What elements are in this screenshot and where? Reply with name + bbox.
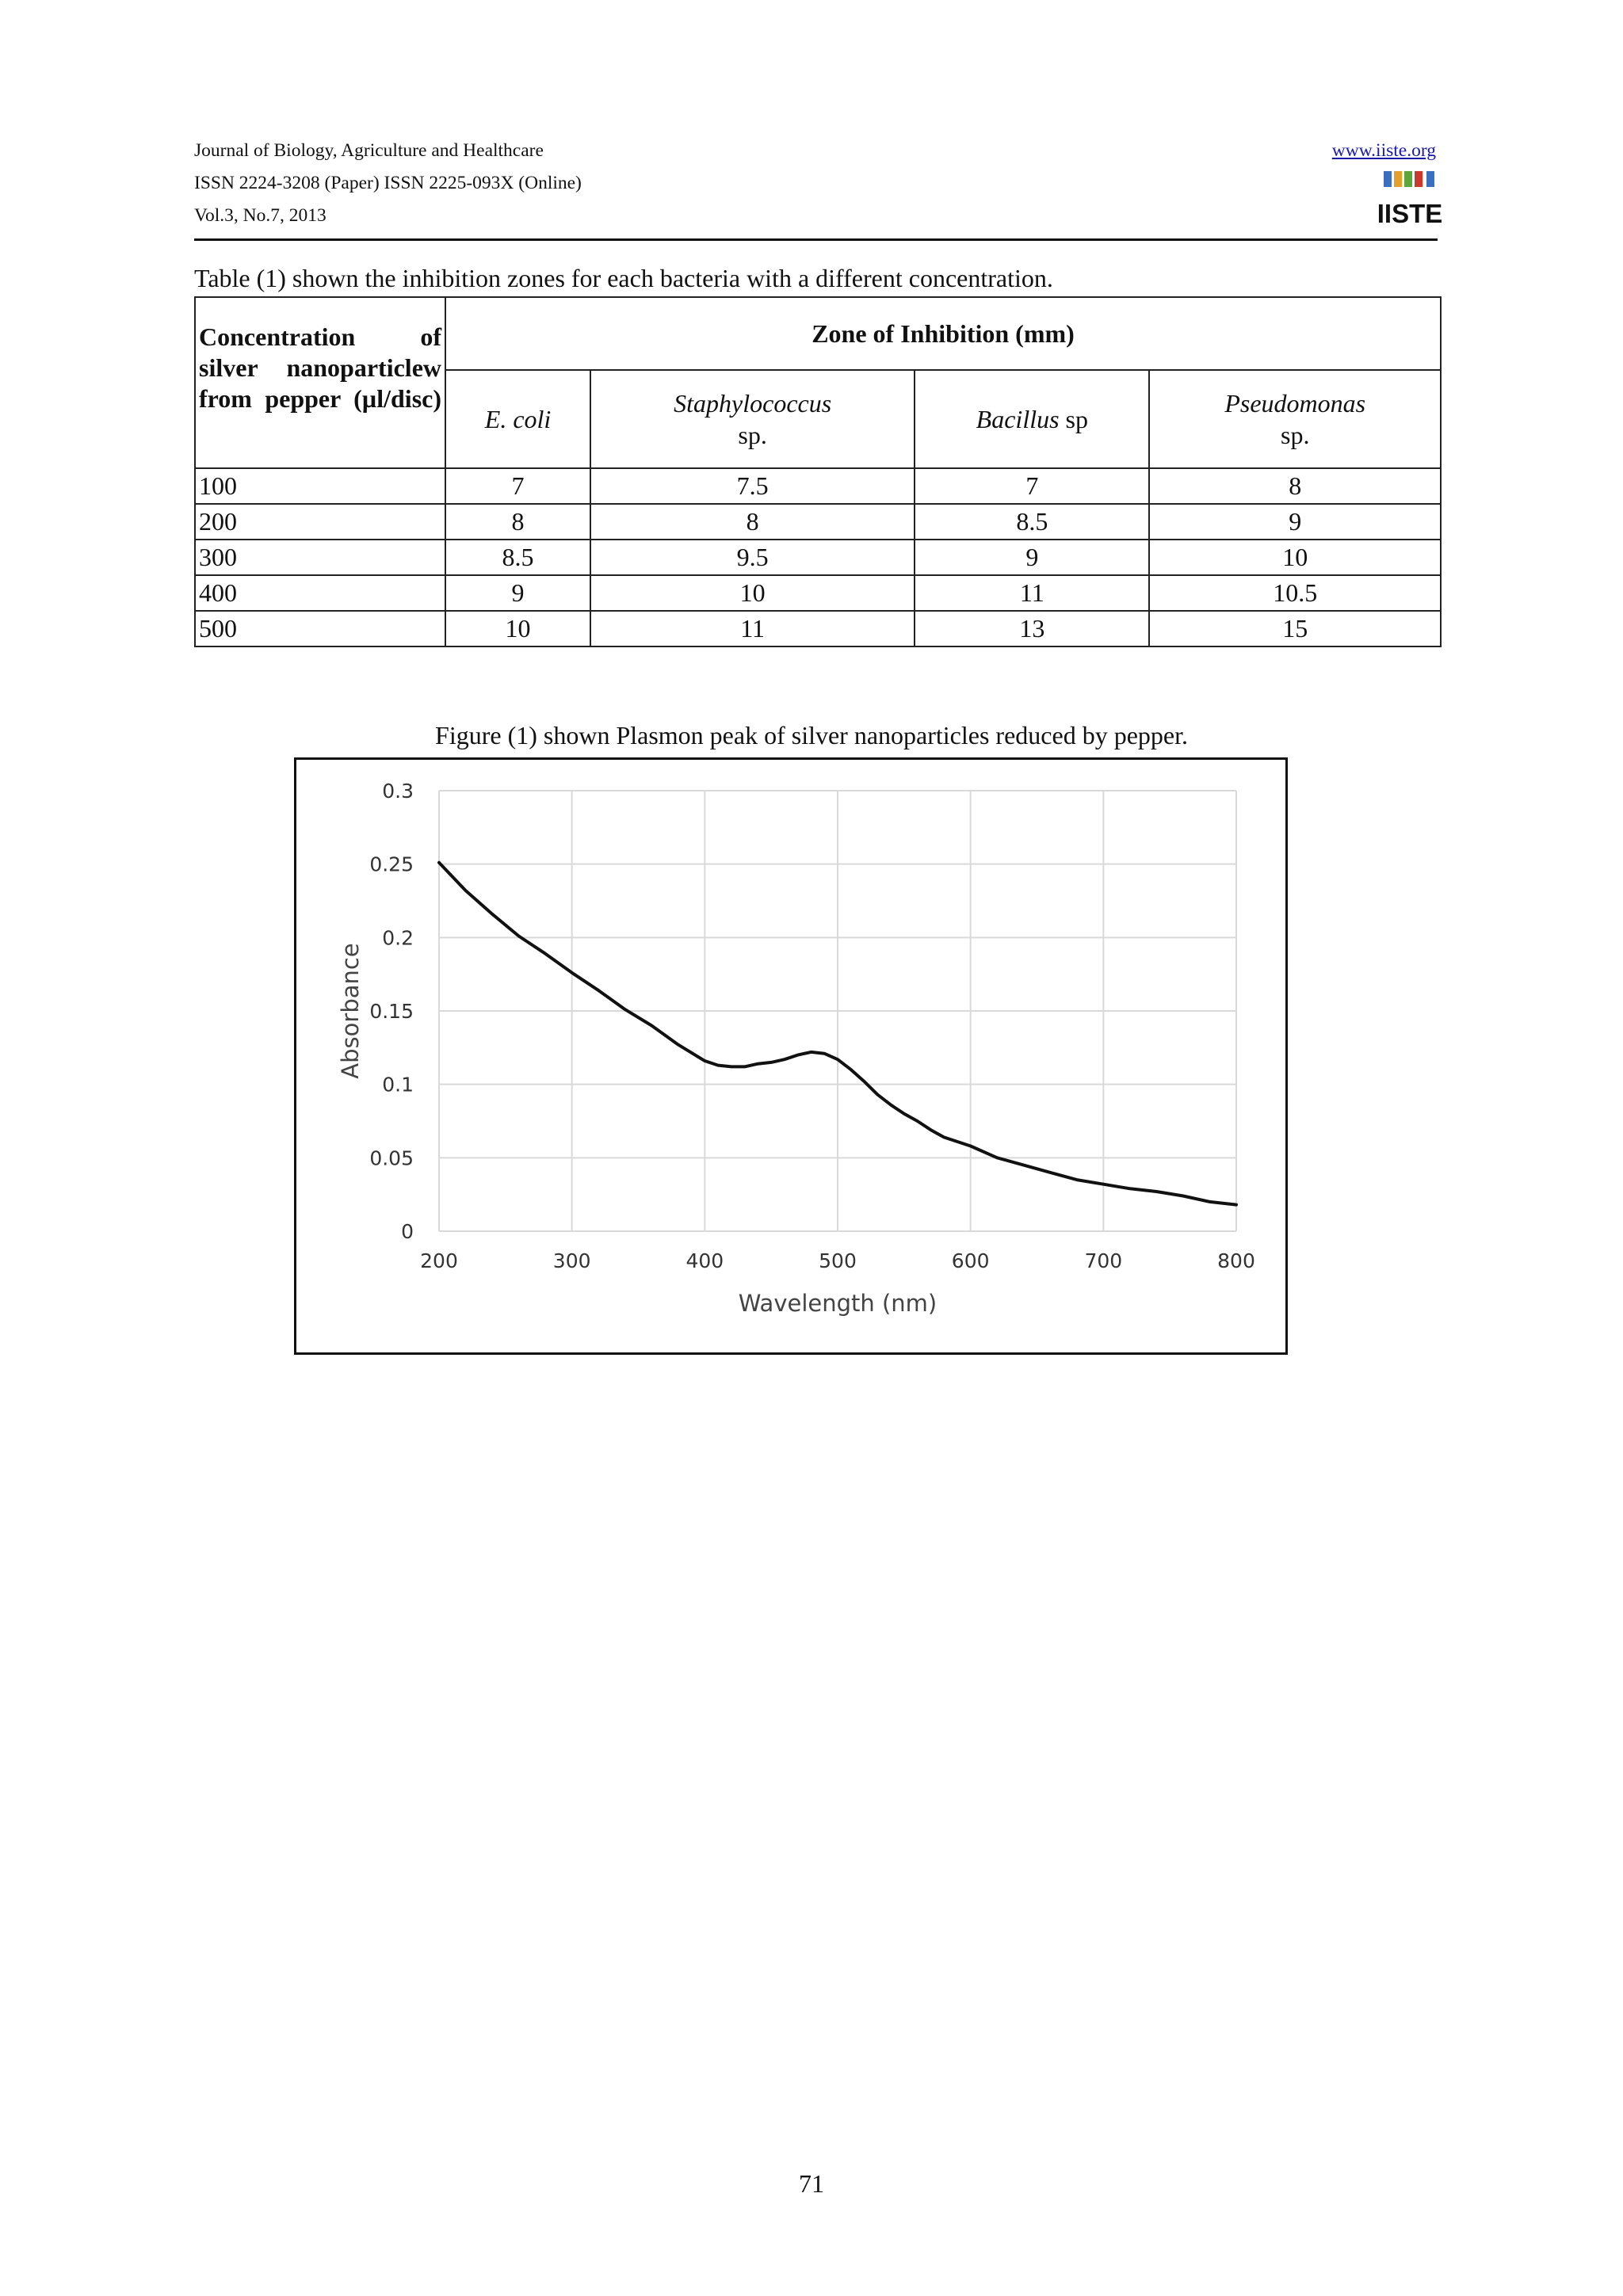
- x-tick-label: 300: [552, 1249, 591, 1272]
- value-cell: 7: [915, 468, 1149, 504]
- value-cell: 7: [445, 468, 590, 504]
- value-cell: 10: [1149, 540, 1441, 575]
- value-cell: 8: [445, 504, 590, 540]
- running-header: [194, 135, 582, 232]
- concentration-cell: 200: [195, 504, 445, 540]
- logo-text: IISTE: [1377, 199, 1443, 228]
- concentration-cell: 400: [195, 575, 445, 611]
- issn-line: ISSN 2224-3208 (Paper) ISSN 2225-093X (Online): [194, 173, 582, 193]
- zone-of-inhibition-header: Zone of Inhibition (mm): [445, 297, 1441, 370]
- y-axis-label: Absorbance: [337, 943, 364, 1079]
- concentration-cell: 500: [195, 611, 445, 646]
- y-tick-label: 0.2: [382, 926, 414, 950]
- concentration-cell: 100: [195, 468, 445, 504]
- value-cell: 8.5: [445, 540, 590, 575]
- concentration-cell: 300: [195, 540, 445, 575]
- table-row: [195, 504, 1441, 540]
- page-number: 71: [799, 2169, 824, 2198]
- y-tick-label: 0: [401, 1220, 414, 1243]
- value-cell: 9: [915, 540, 1149, 575]
- volume-line: Vol.3, No.7, 2013: [194, 205, 327, 226]
- value-cell: 11: [590, 611, 915, 646]
- value-cell: 10: [590, 575, 915, 611]
- inhibition-zone-table: [194, 296, 1442, 647]
- value-cell: 9.5: [590, 540, 915, 575]
- table-row: [195, 611, 1441, 646]
- value-cell: 7.5: [590, 468, 915, 504]
- value-cell: 8: [590, 504, 915, 540]
- y-tick-label: 0.15: [369, 1000, 414, 1023]
- table-row: [195, 468, 1441, 504]
- x-tick-label: 500: [819, 1249, 857, 1272]
- species-header-staphylococcus: Staphylococcus sp.: [590, 370, 915, 468]
- value-cell: 9: [1149, 504, 1441, 540]
- table-row: [195, 540, 1441, 575]
- value-cell: 10: [445, 611, 590, 646]
- value-cell: 8: [1149, 468, 1441, 504]
- iiste-logo: [1377, 170, 1443, 228]
- journal-name: Journal of Biology, Agriculture and Healthcare: [194, 140, 544, 161]
- x-tick-labels: [420, 1249, 1255, 1272]
- chart-grid: [439, 791, 1236, 1231]
- x-axis-label: Wavelength (nm): [738, 1290, 938, 1317]
- y-tick-label: 0.1: [382, 1073, 414, 1097]
- y-tick-label: 0.3: [382, 780, 414, 803]
- value-cell: 15: [1149, 611, 1441, 646]
- species-header-bacillus: Bacillus sp: [915, 370, 1149, 468]
- value-cell: 8.5: [915, 504, 1149, 540]
- header-divider: [194, 238, 1438, 241]
- table-row: [195, 575, 1441, 611]
- x-tick-label: 200: [420, 1249, 458, 1272]
- y-tick-labels: [369, 780, 414, 1243]
- species-header-pseudomonas: Pseudomonas sp.: [1149, 370, 1441, 468]
- table-caption: Table (1) shown the inhibition zones for each bacteria with a different concentration.: [194, 264, 1053, 292]
- species-header-ecoli: E. coli: [445, 370, 590, 468]
- y-tick-label: 0.05: [369, 1146, 414, 1170]
- figure-caption: Figure (1) shown Plasmon peak of silver nanoparticles reduced by pepper.: [435, 721, 1188, 749]
- value-cell: 9: [445, 575, 590, 611]
- value-cell: 10.5: [1149, 575, 1441, 611]
- x-tick-label: 700: [1084, 1249, 1123, 1272]
- value-cell: 11: [915, 575, 1149, 611]
- absorbance-chart: [296, 760, 1285, 1352]
- absorbance-chart-frame: [294, 757, 1288, 1355]
- concentration-header: Concentration of silver nanoparticlew from pepper (µl/disc): [195, 297, 445, 468]
- value-cell: 13: [915, 611, 1149, 646]
- x-tick-label: 800: [1217, 1249, 1255, 1272]
- website-link[interactable]: www.iiste.org: [1331, 140, 1436, 161]
- x-tick-label: 600: [951, 1249, 990, 1272]
- y-tick-label: 0.25: [369, 852, 414, 876]
- x-tick-label: 400: [685, 1249, 724, 1272]
